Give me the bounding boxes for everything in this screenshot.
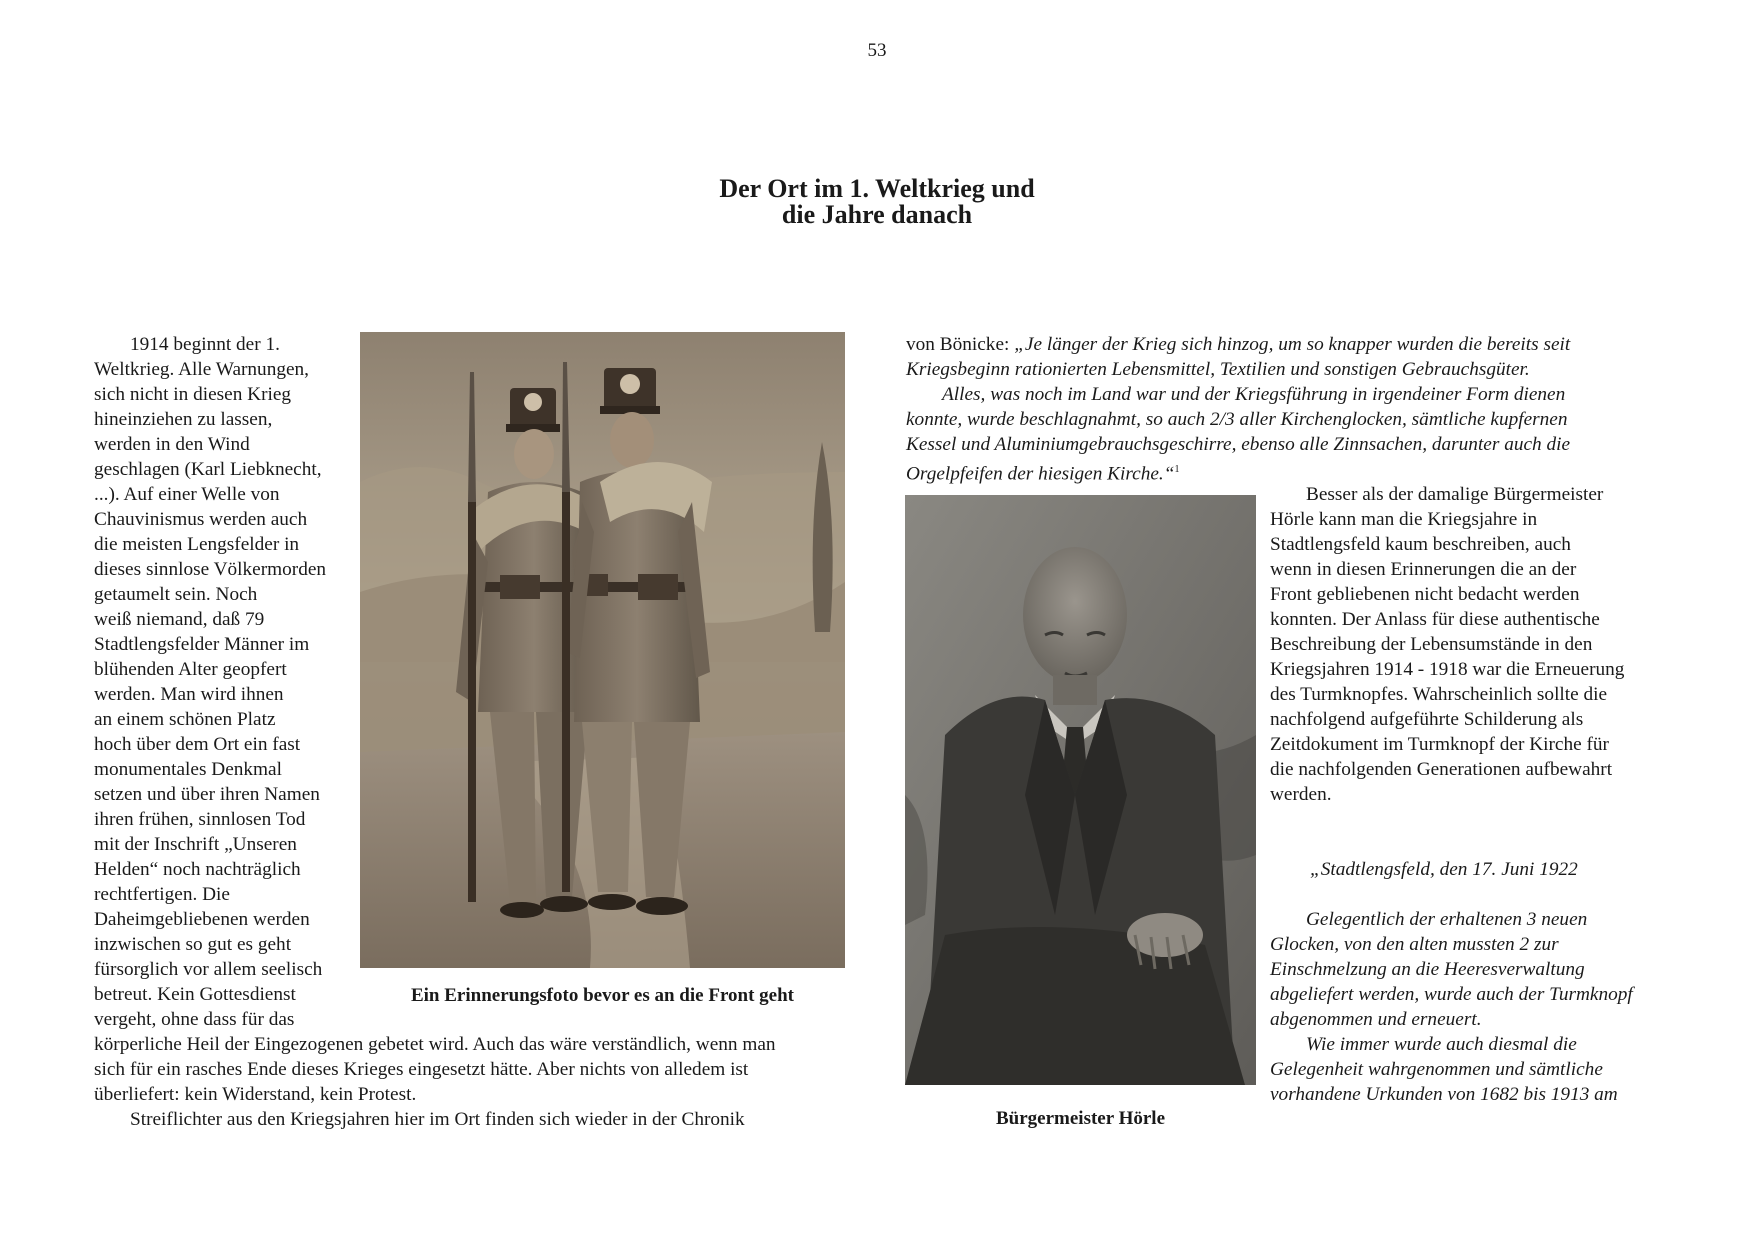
text-line: Gelegentlich der erhaltenen 3 neuen [1306,909,1588,930]
footnote-marker: 1 [1174,464,1180,475]
right-top-text [906,332,1666,486]
photo2-caption: Bürgermeister Hörle [996,1108,1165,1129]
text-line: geschlagen (Karl Liebknecht, [94,459,322,480]
text-line: Gelegenheit wahrgenommen und sämtliche [1270,1059,1603,1080]
left-wide-text [94,1032,854,1132]
chapter-title-line-2: die Jahre danach [781,200,973,229]
chapter-title-line-1: Der Ort im 1. Weltkrieg und [719,174,1035,203]
text-line: hoch über dem Ort ein fast [94,734,301,755]
text-line: dieses sinnlose Völkermorden [94,559,327,580]
text-line: überliefert: kein Widerstand, kein Protest. [94,1084,417,1105]
chapter-title [0,176,1754,228]
text-line: werden in den Wind [94,434,250,455]
text-line: vergeht, ohne dass für das [94,1009,295,1030]
text-line: an einem schönen Platz [94,709,276,730]
text-line: Helden“ noch nachträglich [94,859,301,880]
text-line: Front gebliebenen nicht bedacht werden [1270,584,1580,605]
text-line: Einschmelzung an die Heeresverwaltung [1270,959,1585,980]
text-line: 1914 beginnt der 1. [130,334,280,355]
text-line: Beschreibung der Lebensumstände in den [1270,634,1593,655]
text-line: Zeitdokument im Turmknopf der Kirche für [1270,734,1609,755]
text-line: blühenden Alter geopfert [94,659,287,680]
text-line: Alles, was noch im Land war und der Kriegsführung in irgendeiner Form dienen [942,384,1566,405]
text-line: werden. Man wird ihnen [94,684,284,705]
text-line: wenn in diesen Erinnerungen die an der [1270,559,1577,580]
text-line: rechtfertigen. Die [94,884,230,905]
mayor-photo [905,495,1256,1085]
text-line: Kessel und Aluminiumgebrauchsgeschirre, ebenso alle Zinnsachen, darunter auch die [906,434,1571,455]
text-line [906,332,1666,357]
soldiers-photo [360,332,845,968]
text-line: Kriegsbeginn rationierten Lebensmittel, Textilien und sonstigen Gebrauchsgüter. [906,359,1530,380]
text-line: Daheimgebliebenen werden [94,909,310,930]
text-line: Weltkrieg. Alle Warnungen, [94,359,310,380]
text-line: mit der Inschrift „Unseren [94,834,297,855]
left-column-text [94,332,354,1032]
text-line: inzwischen so gut es geht [94,934,292,955]
letter-date: „Stadtlengsfeld, den 17. Juni 1922 [1310,859,1578,880]
letter-text [1270,907,1690,1107]
text-line: Stadtlengsfeld kaum beschreiben, auch [1270,534,1571,555]
text-line: die nachfolgenden Generationen aufbewahrt [1270,759,1613,780]
text-line: Stadtlengsfelder Männer im [94,634,310,655]
text-line: getaumelt sein. Noch [94,584,258,605]
text-line: Hörle kann man die Kriegsjahre in [1270,509,1538,530]
text-line: die meisten Lengsfelder in [94,534,300,555]
text-line: Chauvinismus werden auch [94,509,308,530]
text-line: Kriegsjahren 1914 - 1918 war die Erneuerung [1270,659,1625,680]
text-line: konnte, wurde beschlagnahmt, so auch 2/3 aller Kirchenglocken, sämtliche kupfernen [906,409,1568,430]
text-line: abgenommen und erneuert. [1270,1009,1482,1030]
text-line: ...). Auf einer Welle von [94,484,280,505]
photo1-caption: Ein Erinnerungsfoto bevor es an die Front geht [410,985,794,1006]
quote-text: „Je länger der Krieg sich hinzog, um so knapper wurden die bereits seit [1014,334,1571,355]
text-line: nachfolgend aufgeführte Schilderung als [1270,709,1584,730]
text-line: sich nicht in diesen Krieg [94,384,292,405]
text-line: weiß niemand, daß 79 [94,609,265,630]
text-line: monumentales Denkmal [94,759,282,780]
text-line: des Turmknopfes. Wahrscheinlich sollte die [1270,684,1608,705]
text-line: körperliche Heil der Eingezogenen gebetet wird. Auch das wäre verständlich, wenn man [94,1034,776,1055]
text-line: Glocken, von den alten mussten 2 zur [1270,934,1559,955]
text-line: Besser als der damalige Bürgermeister [1306,484,1604,505]
text-line: sich für ein rasches Ende dieses Krieges eingesetzt hätte. Aber nichts von alledem ist [94,1059,749,1080]
text-line: betreut. Kein Gottesdienst [94,984,296,1005]
quote-text: Orgelpfeifen der hiesigen Kirche.“ [906,463,1175,485]
text-line: Streiflichter aus den Kriegsjahren hier im Ort finden sich wieder in der Chronik [130,1109,745,1130]
right-column-text [1270,482,1690,807]
text-line: abgeliefert werden, wurde auch der Turmknopf [1270,984,1633,1005]
text-line: setzen und über ihren Namen [94,784,320,805]
text-line: hineinziehen zu lassen, [94,409,273,430]
text-line: vorhandene Urkunden von 1682 bis 1913 am [1270,1084,1618,1105]
text-line: konnten. Der Anlass für diese authentische [1270,609,1600,630]
text-line: ihren frühen, sinnlosen Tod [94,809,306,830]
page-number: 53 [867,40,887,61]
text-line: werden. [1270,784,1332,805]
text-line: fürsorglich vor allem seelisch [94,959,323,980]
text-line: Wie immer wurde auch diesmal die [1306,1034,1577,1055]
quote-source-prefix: von Bönicke: [906,334,1015,355]
